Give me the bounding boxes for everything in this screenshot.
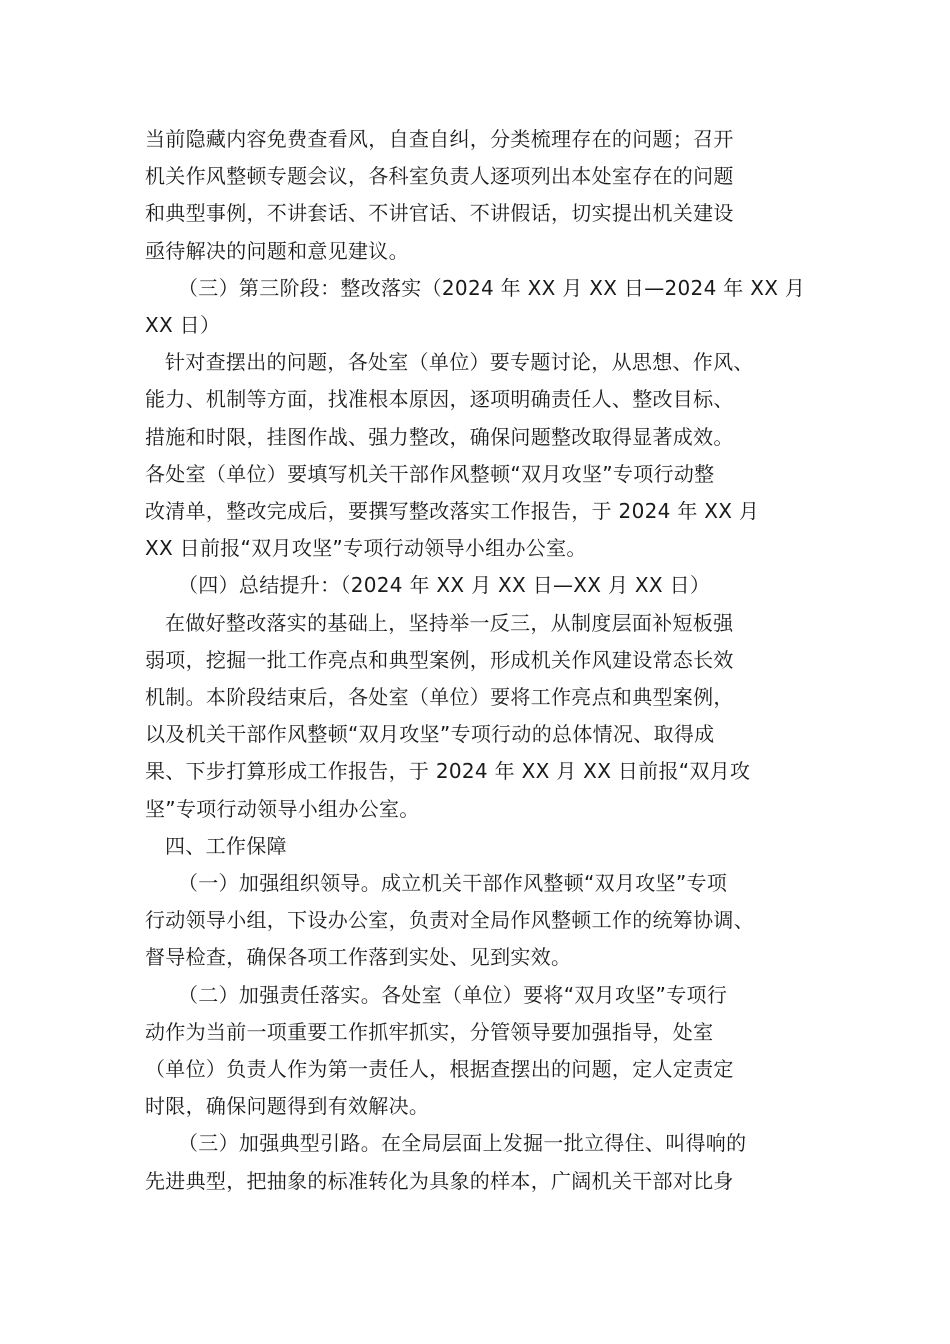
text-line: 坚”专项行动领导小组办公室。 xyxy=(145,796,420,821)
text-line: 机关作风整顿专题会议，各科室负责人逐项列出本处室存在的问题 xyxy=(145,164,734,189)
text-line: （单位）负责人作为第一责任人，根据查摆出的问题，定人定责定 xyxy=(145,1057,734,1082)
text-line: 果、下步打算形成工作报告，于 2024 年 XX 月 XX 日前报“双月攻 xyxy=(145,759,751,784)
text-line: 先进典型，把抽象的标准转化为具象的样本，广阔机关干部对比身 xyxy=(145,1168,734,1193)
text-line: XX 日） xyxy=(145,313,221,338)
section-heading-guarantee: 四、工作保障 xyxy=(165,833,287,858)
text-line: 以及机关干部作风整顿“双月攻坚”专项行动的总体情况、取得成 xyxy=(145,722,715,747)
text-line: （三）加强典型引路。在全局层面上发掘一批立得住、叫得响的 xyxy=(178,1131,747,1156)
text-line: 当前隐藏内容免费查看风，自查自纠，分类梳理存在的问题；召开 xyxy=(145,127,734,151)
section-heading-phase3: （三）第三阶段：整改落实（2024 年 XX 月 XX 日—2024 年 XX 月 xyxy=(178,275,806,300)
text-line: 在做好整改落实的基础上，坚持举一反三，从制度层面补短板强 xyxy=(165,610,734,635)
text-line: 改清单，整改完成后，要撰写整改落实工作报告，于 2024 年 XX 月 xyxy=(145,499,760,524)
text-line: （二）加强责任落实。各处室（单位）要将“双月攻坚”专项行 xyxy=(178,982,728,1007)
document-body xyxy=(145,121,810,1200)
text-line: XX 日前报“双月攻坚”专项行动领导小组办公室。 xyxy=(145,536,587,561)
text-line: 督导检查，确保各项工作落到实处、见到实效。 xyxy=(145,945,572,970)
text-line: （一）加强组织领导。成立机关干部作风整顿“双月攻坚”专项 xyxy=(178,871,728,896)
section-heading-phase4: （四）总结提升：（2024 年 XX 月 XX 日—XX 月 XX 日） xyxy=(178,573,711,598)
text-line: 亟待解决的问题和意见建议。 xyxy=(145,238,409,263)
text-line: 能力、机制等方面，找准根本原因，逐项明确责任人、整改目标、 xyxy=(145,387,734,412)
text-line: 措施和时限，挂图作战、强力整改，确保问题整改取得显著成效。 xyxy=(145,424,734,449)
text-line: 机制。本阶段结束后，各处室（单位）要将工作亮点和典型案例， xyxy=(145,685,734,710)
text-line: 时限，确保问题得到有效解决。 xyxy=(145,1094,430,1119)
text-line: 针对查摆出的问题，各处室（单位）要专题讨论，从思想、作风、 xyxy=(165,350,754,375)
text-line: 弱项，挖掘一批工作亮点和典型案例，形成机关作风建设常态长效 xyxy=(145,647,734,672)
text-line: 和典型事例，不讲套话、不讲官话、不讲假话，切实提出机关建设 xyxy=(145,201,734,226)
text-line: 行动领导小组，下设办公室，负责对全局作风整顿工作的统筹协调、 xyxy=(145,908,754,933)
text-line: 动作为当前一项重要工作抓牢抓实，分管领导要加强指导，处室 xyxy=(145,1019,714,1044)
text-line: 各处室（单位）要填写机关干部作风整顿“双月攻坚”专项行动整 xyxy=(145,461,715,486)
